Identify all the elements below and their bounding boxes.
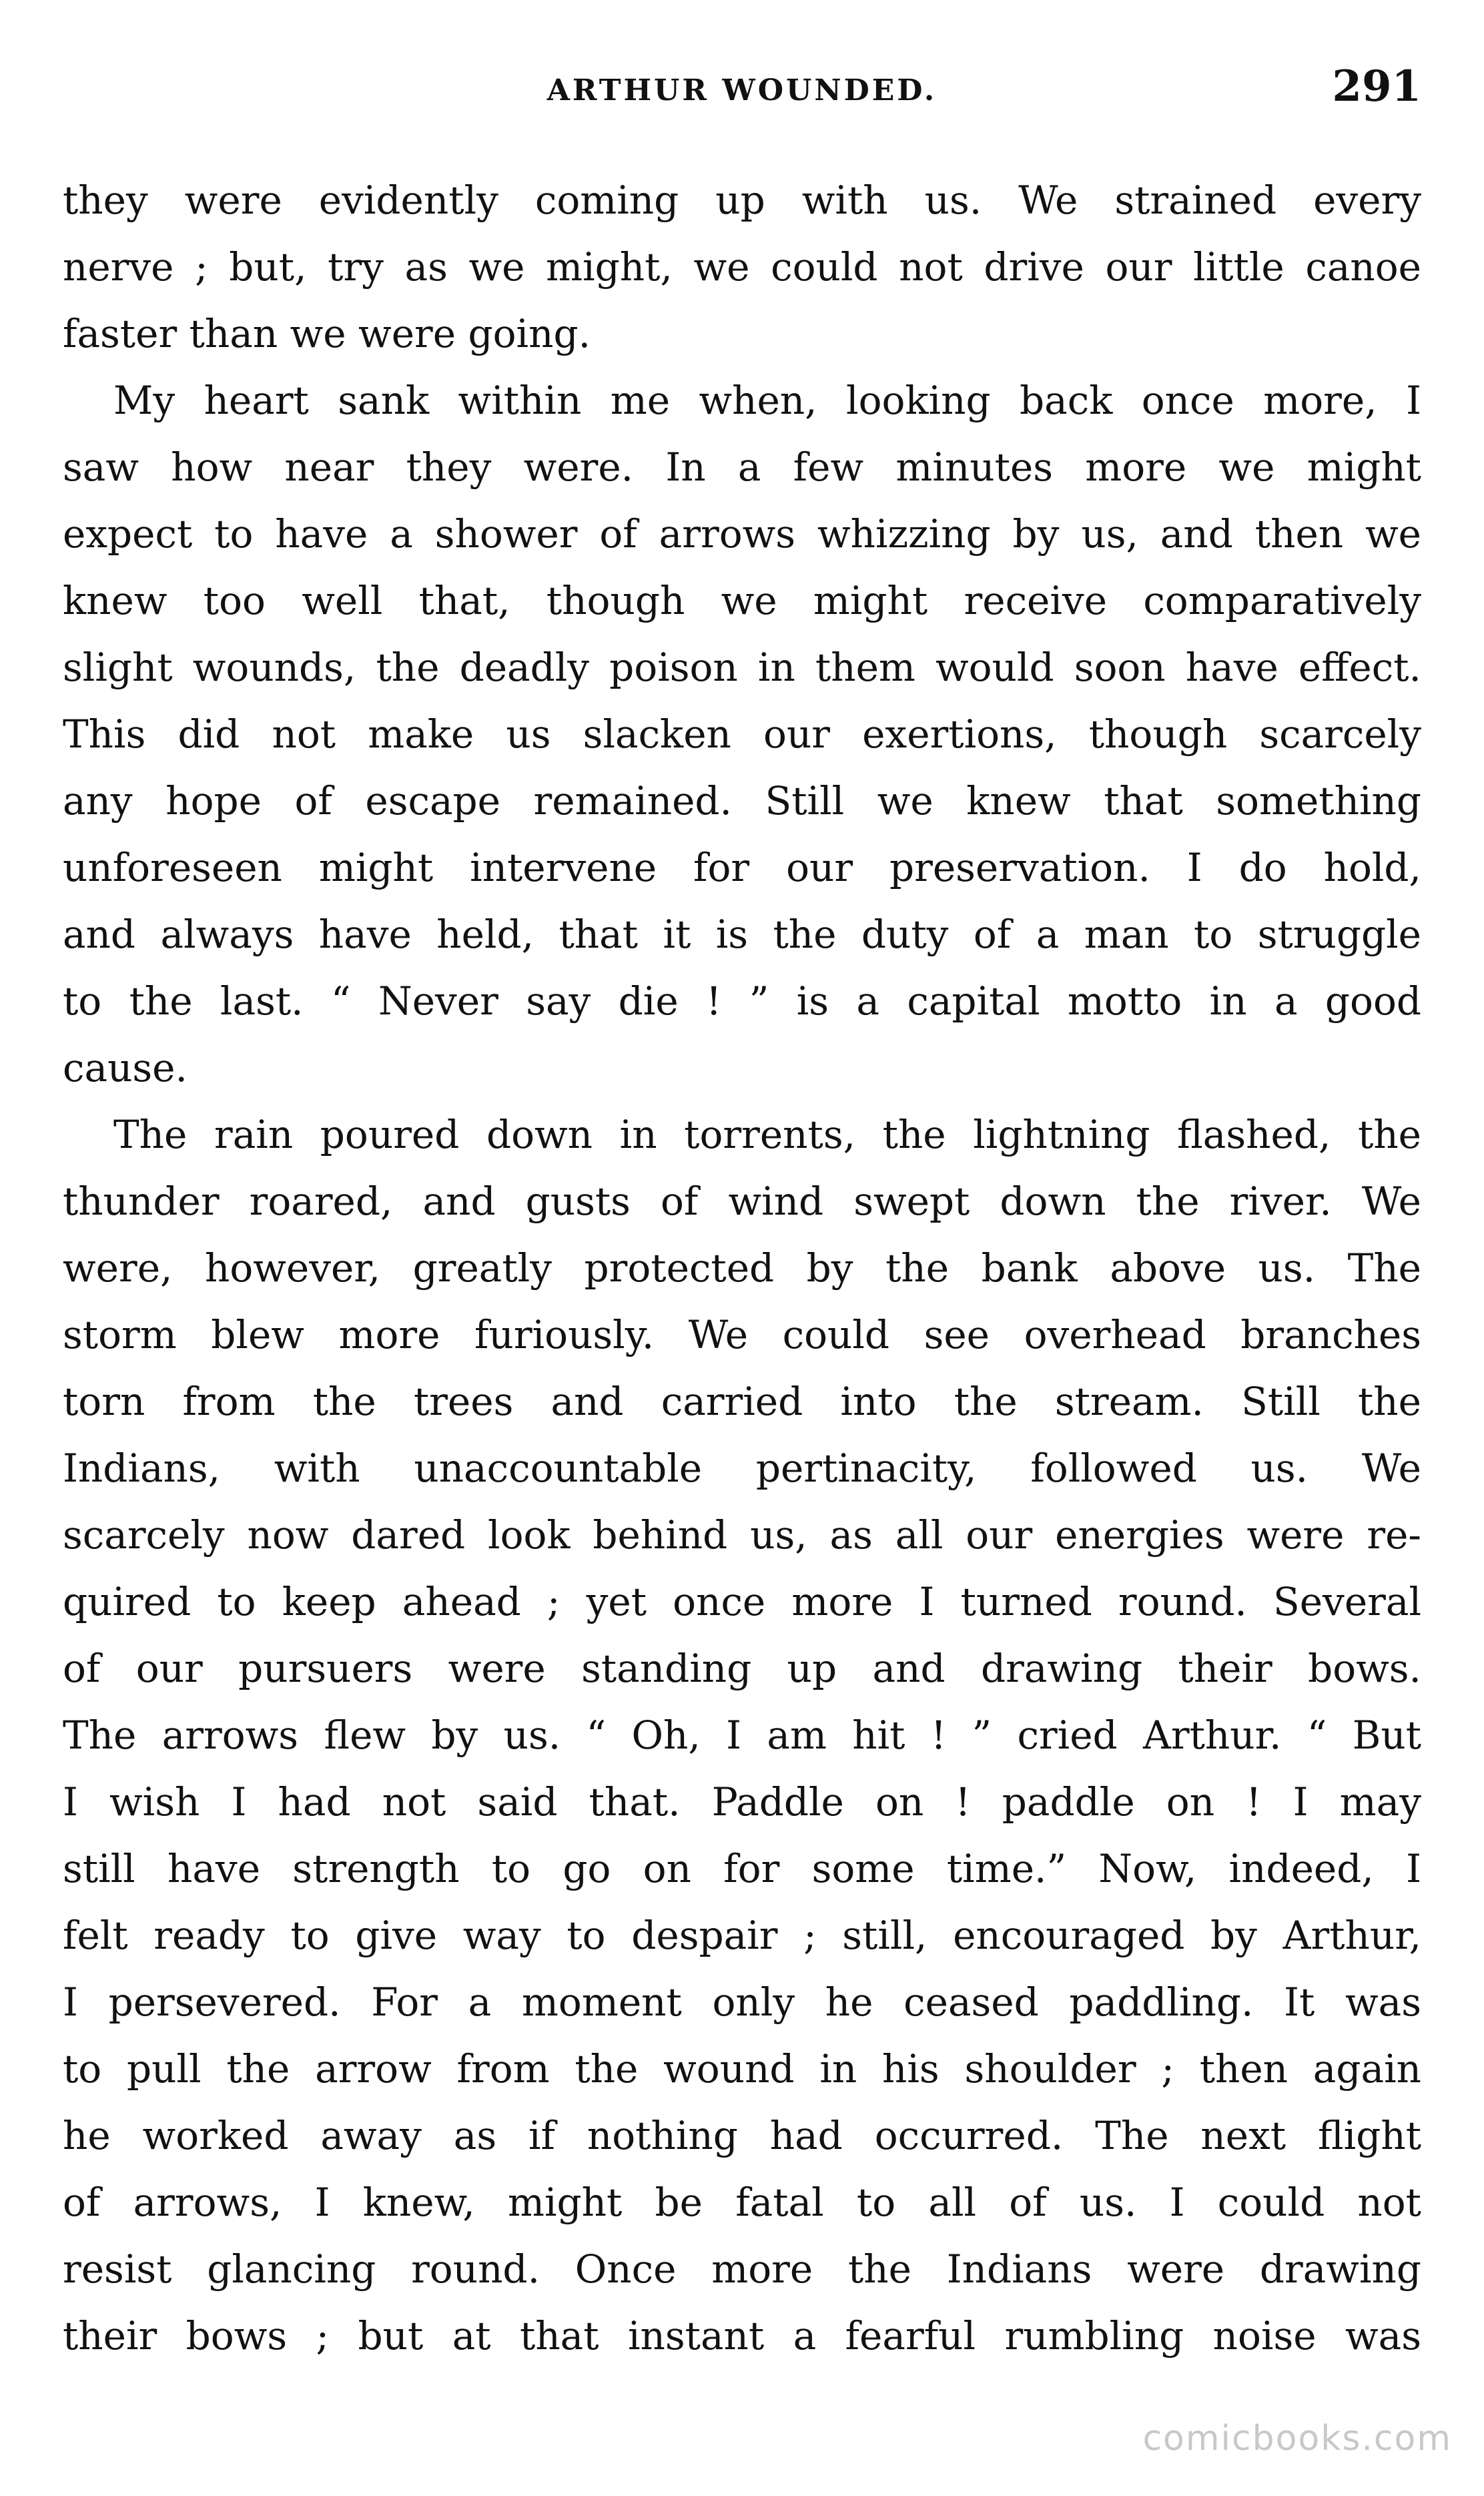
- text-line: slight wounds, the deadly poison in them would soon have effect.: [63, 645, 1421, 690]
- text-line: storm blew more furiously. We could see overhead branches: [63, 1312, 1421, 1357]
- text-line: I wish I had not said that. Paddle on ! paddle on ! I may: [63, 1779, 1421, 1825]
- text-line: unforeseen might intervene for our preservation. I do hold,: [63, 845, 1421, 890]
- text-line: saw how near they were. In a few minutes more we might: [63, 444, 1421, 490]
- paragraph: [63, 367, 1421, 1101]
- body-text: [63, 167, 1421, 2369]
- page-header: [63, 61, 1421, 121]
- text-line: quired to keep ahead ; yet once more I turned round. Several: [63, 1579, 1421, 1624]
- text-line: their bows ; but at that instant a fearful rumbling noise was: [63, 2313, 1421, 2359]
- page-number: 291: [1332, 61, 1421, 111]
- text-line: nerve ; but, try as we might, we could not drive our little canoe: [63, 244, 1421, 290]
- text-line: they were evidently coming up with us. We strained every: [63, 178, 1421, 223]
- text-line: My heart sank within me when, looking back once more, I: [113, 378, 1421, 423]
- text-line: expect to have a shower of arrows whizzing by us, and then we: [63, 511, 1421, 557]
- text-line: to the last. “ Never say die ! ” is a capital motto in a good: [63, 978, 1421, 1024]
- text-line: faster than we were going.: [63, 311, 591, 356]
- text-line: thunder roared, and gusts of wind swept down the river. We: [63, 1179, 1421, 1224]
- text-line: of our pursuers were standing up and drawing their bows.: [63, 1646, 1421, 1691]
- text-line: scarcely now dared look behind us, as all our energies were re-: [63, 1512, 1421, 1558]
- text-line: resist glancing round. Once more the Indians were drawing: [63, 2246, 1421, 2292]
- text-line: of arrows, I knew, might be fatal to all of us. I could not: [63, 2180, 1421, 2225]
- text-line: This did not make us slacken our exertions, though scarcely: [63, 711, 1421, 757]
- text-line: to pull the arrow from the wound in his shoulder ; then again: [63, 2046, 1421, 2092]
- text-line: The arrows flew by us. “ Oh, I am hit ! ” cried Arthur. “ But: [63, 1712, 1421, 1758]
- text-line: were, however, greatly protected by the bank above us. The: [63, 1245, 1421, 1291]
- paragraph: [63, 167, 1421, 367]
- text-line: The rain poured down in torrents, the lightning flashed, the: [113, 1112, 1421, 1157]
- text-line: knew too well that, though we might receive comparatively: [63, 578, 1421, 623]
- text-line: I persevered. For a moment only he ceased paddling. It was: [63, 1979, 1421, 2025]
- text-line: and always have held, that it is the duty of a man to struggle: [63, 912, 1421, 957]
- text-line: still have strength to go on for some time.” Now, indeed, I: [63, 1846, 1421, 1891]
- text-line: torn from the trees and carried into the stream. Still the: [63, 1379, 1421, 1424]
- paragraph: [63, 1101, 1421, 2369]
- text-line: cause.: [63, 1045, 188, 1090]
- text-line: felt ready to give way to despair ; still, encouraged by Arthur,: [63, 1913, 1421, 1958]
- running-title: ARTHUR WOUNDED.: [546, 73, 938, 107]
- text-line: Indians, with unaccountable pertinacity, followed us. We: [63, 1446, 1421, 1491]
- text-line: any hope of escape remained. Still we knew that something: [63, 778, 1421, 824]
- text-line: he worked away as if nothing had occurred. The next flight: [63, 2113, 1421, 2158]
- watermark: comicbooks.com: [1142, 2419, 1452, 2459]
